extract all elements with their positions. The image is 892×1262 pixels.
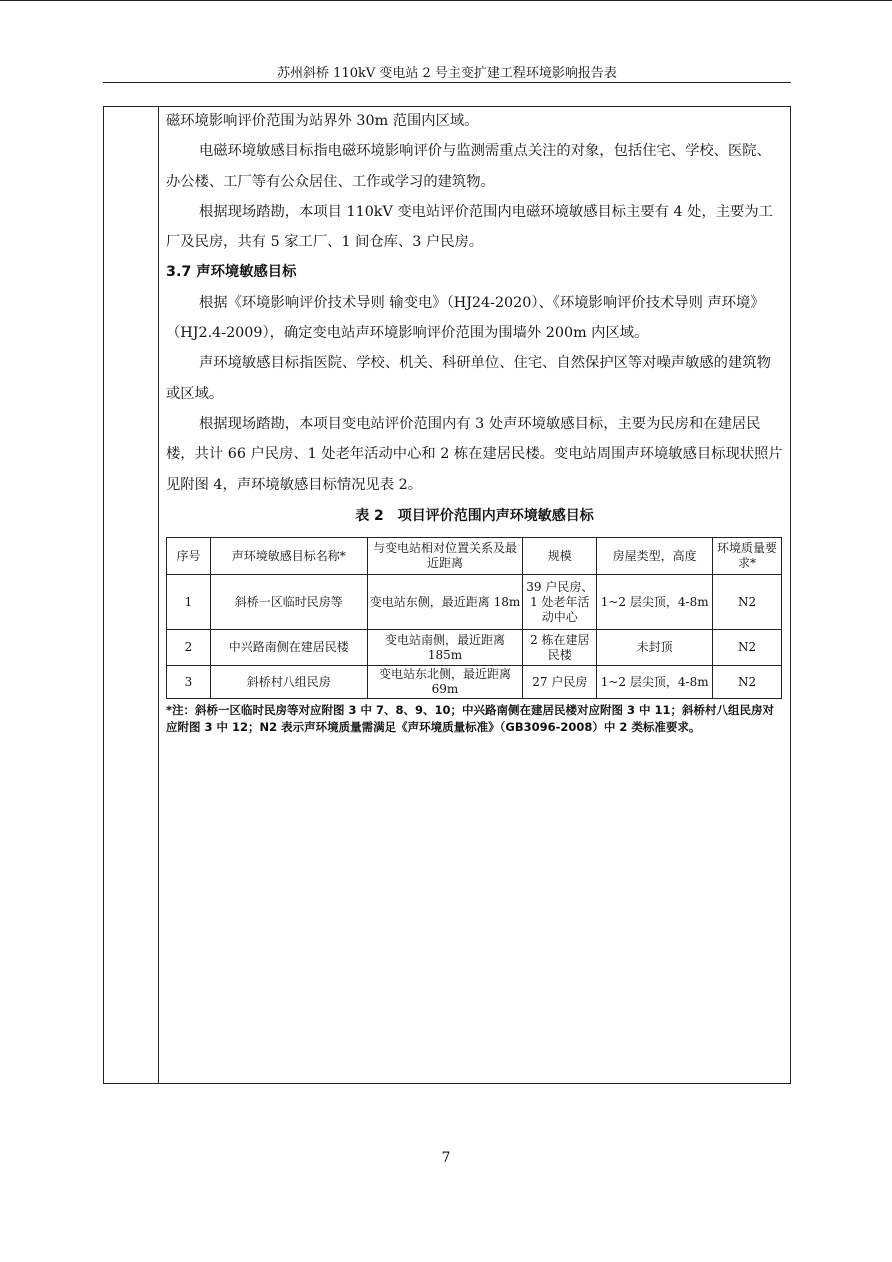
table-cell: N2 [713,630,782,666]
table-header-row [167,538,782,575]
paragraph: 根据现场踏勘，本项目变电站评价范围内有 3 处声环境敏感目标，主要为民房和在建居民楼，共计 66 户民房、1 处老年活动中心和 2 栋在建居民楼。变电站周围声环境敏感目标现状照片见附图 4，声环境敏感目标情况见表 2。 [166,415,783,493]
header-cell: 房屋类型，高度 [597,538,713,575]
page-number: 7 [441,1150,451,1166]
table-title: 表 2 项目评价范围内声环境敏感目标 [355,508,594,524]
paragraph: 磁环境影响评价范围为站界外 30m 范围内区域。 [166,113,479,129]
table-cell: 未封顶 [597,630,713,666]
sensitive-targets-table [166,537,782,699]
header-cell: 规模 [523,538,597,575]
table-cell: 斜桥一区临时民房等 [210,575,367,630]
paragraph: 声环境敏感目标指医院、学校、机关、科研单位、住宅、自然保护区等对噪声敏感的建筑物或区域。 [166,355,771,402]
header-cell: 序号 [167,538,211,575]
table-cell: 变电站南侧，最近距离 185m [367,630,523,666]
page-top-border [0,0,892,1]
table-cell: 1~2 层尖顶，4-8m [597,575,713,630]
table-cell: N2 [713,666,782,699]
body-text [166,106,783,500]
table-cell: 斜桥村八组民房 [210,666,367,699]
header-cell: 声环境敏感目标名称* [210,538,367,575]
table-cell: 1 [167,575,211,630]
paragraph: 根据现场踏勘，本项目 110kV 变电站评价范围内电磁环境敏感目标主要有 4 处，主要为工厂及民房，共有 5 家工厂、1 间仓库、3 户民房。 [166,203,773,251]
table-cell: N2 [713,575,782,630]
table-row [167,666,782,699]
table-cell: 3 [167,666,211,699]
running-header: 苏州斜桥 110kV 变电站 2 号主变扩建工程环境影响报告表 [277,66,617,81]
paragraph: 根据《环境影响评价技术导则 输变电》（HJ24-2020）、《环境影响评价技术导则 声环境》（HJ2.4-2009），确定变电站声环境影响评价范围为围墙外 200m 内区域。 [166,294,765,342]
table-row [167,575,782,630]
section-heading: 3.7 声环境敏感目标 [166,264,297,281]
header-cell: 与变电站相对位置关系及最近距离 [367,538,523,575]
table-cell: 2 [167,630,211,666]
header-cell: 环境质量要求* [713,538,782,575]
table-cell: 2 栋在建居民楼 [523,630,597,666]
table-cell: 39 户民房、1 处老年活动中心 [523,575,597,630]
table-cell: 1~2 层尖顶，4-8m [597,666,713,699]
paragraph: 电磁环境敏感目标指电磁环境影响评价与监测需重点关注的对象，包括住宅、学校、医院、办公楼、工厂等有公众居住、工作或学习的建筑物。 [166,143,771,190]
table-row [167,630,782,666]
table-cell: 变电站东侧，最近距离 18m [367,575,523,630]
header-rule [103,82,791,83]
table-cell: 27 户民房 [523,666,597,699]
table-cell: 中兴路南侧在建居民楼 [210,630,367,666]
left-column-divider [158,106,159,1084]
table-note: *注：斜桥一区临时民房等对应附图 3 中 7、8、9、10；中兴路南侧在建居民楼对应附图 3 中 11；斜桥村八组民房对应附图 3 中 12；N2 表示声环境质量需满足《声环境质量标准》（GB3096-2008）中 2 类标准要求。 [166,703,775,734]
table-cell: 变电站东北侧，最近距离 69m [367,666,523,699]
